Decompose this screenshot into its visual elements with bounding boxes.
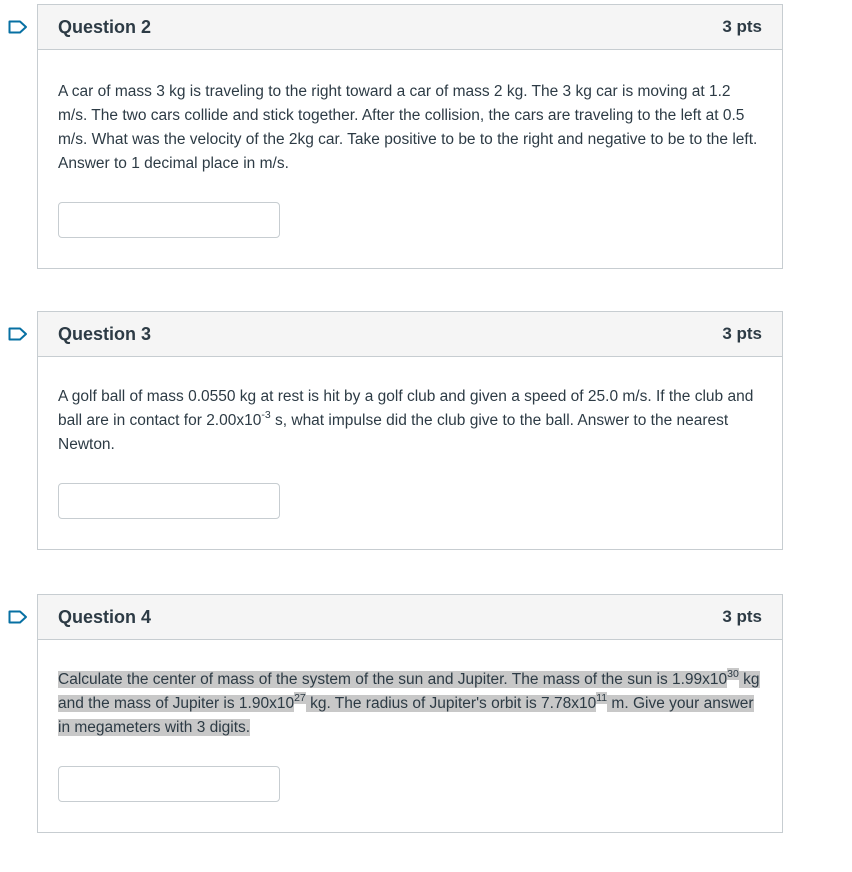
exponent: 27 <box>294 691 306 704</box>
question-title: Question 2 <box>58 17 152 37</box>
question-header <box>38 312 782 357</box>
exponent: 30 <box>727 667 739 680</box>
selected-text: Calculate the center of mass of the system of the sun and Jupiter. The mass of the sun is 1.99x10 <box>58 671 728 688</box>
flag-question-icon[interactable] <box>8 20 28 34</box>
question-points: 3 pts <box>722 607 762 626</box>
question-header <box>38 5 782 50</box>
question-title: Question 3 <box>58 324 152 344</box>
question-text: A car of mass 3 kg is traveling to the right toward a car of mass 2 kg. The 3 kg car is moving at 1.2 m/s. The two cars collide and stick together. After the collision, the cars are traveling to the left at 0.5 m/s. What was the velocity of the 2kg car. Take positive to be to the right and negative to be to the left. Answer to 1 decimal place in m/s. <box>58 83 758 172</box>
selected-text: m. Give your answer in megameters with 3 digits. <box>58 695 754 736</box>
question-card <box>37 4 783 269</box>
selected-text: kg and the mass of Jupiter is 1.90x10 <box>58 671 760 712</box>
answer-input[interactable] <box>58 483 280 519</box>
question-header <box>38 595 782 640</box>
flag-question-icon[interactable] <box>8 327 28 341</box>
question-body <box>38 357 782 549</box>
question-body <box>38 640 782 832</box>
exponent: 11 <box>596 691 608 704</box>
selected-text: kg. The radius of Jupiter's orbit is 7.78x10 <box>305 695 597 712</box>
question-text-part: A golf ball of mass 0.0550 kg at rest is hit by a golf club and given a speed of 25.0 m/s. If the club and ball are in contact for 2.00x10 <box>58 388 754 429</box>
question-card <box>37 311 783 550</box>
question-body <box>38 50 782 268</box>
question-title: Question 4 <box>58 607 152 627</box>
question-points: 3 pts <box>722 17 762 36</box>
exponent: -3 <box>261 408 271 421</box>
answer-input[interactable] <box>58 766 280 802</box>
answer-input[interactable] <box>58 202 280 238</box>
question-text-part: s, what impulse did the club give to the ball. Answer to the nearest Newton. <box>58 412 729 453</box>
question-points: 3 pts <box>722 324 762 343</box>
question-text <box>58 385 760 457</box>
question-card <box>37 594 783 833</box>
flag-question-icon[interactable] <box>8 610 28 624</box>
question-text <box>58 668 760 740</box>
